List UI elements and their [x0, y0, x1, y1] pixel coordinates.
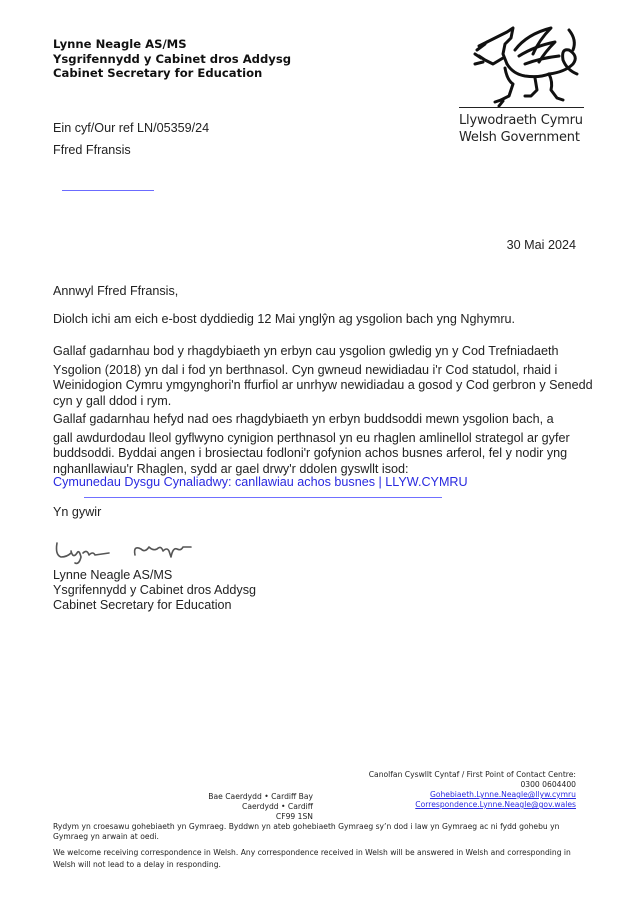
- sender-title-english: Cabinet Secretary for Education: [53, 66, 263, 80]
- salutation: Annwyl Ffred Ffransis,: [53, 284, 179, 298]
- paragraph-thanks: Diolch ichi am eich e-bost dyddiedig 12 Mai ynglŷn ag ysgolion bach yng Nghymru.: [53, 312, 516, 326]
- signatory-name: Lynne Neagle AS/MS: [53, 568, 173, 582]
- recipient-name: Ffred Ffransis: [53, 143, 131, 157]
- paragraph-rural-schools-line1: Gallaf gadarnhau bod y rhagdybiaeth yn erbyn cau ysgolion gwledig yn y Cod Trefniadaeth: [53, 344, 559, 358]
- sender-name: Lynne Neagle AS/MS: [53, 37, 187, 51]
- contact-block: [369, 770, 576, 810]
- sender-block: [53, 37, 291, 81]
- signatory-title-welsh: Ysgrifennydd y Cabinet dros Addysg: [53, 583, 257, 597]
- paragraph-investment-line1: Gallaf gadarnhau hefyd nad oes rhagdybiaeth yn erbyn buddsoddi mewn ysgolion bach, a: [53, 412, 554, 426]
- paragraph-rural-schools-rest: Ysgolion (2018) yn dal i fod yn berthnasol. Cyn gwneud newidiadau i'r Cod statudol, rhaid i Weinidogion Cymru ymgynghori'n ffurfiol ar unrhyw newidiadau a gosod y Cod gerbron y Senedd cyn y gall ddod i rym.: [53, 362, 593, 408]
- paragraph-rural-schools: [53, 344, 613, 409]
- letter-date: 30 Mai 2024: [506, 238, 576, 252]
- postal-address: [208, 792, 313, 822]
- handwritten-signature-icon: [53, 537, 213, 569]
- contact-label: Canolfan Cyswllt Cyntaf / First Point of Contact Centre:: [368, 770, 576, 779]
- logo-english-name: Welsh Government: [459, 130, 580, 145]
- address-line2: Caerdydd • Cardiff: [242, 802, 313, 811]
- contact-phone: 0300 0604400: [520, 780, 576, 789]
- logo-welsh-name: Llywodraeth Cymru: [459, 113, 583, 128]
- signatory-block: [53, 568, 256, 613]
- address-postcode: CF99 1SN: [275, 812, 313, 821]
- paragraph-investment-rest: gall awdurdodau lleol gyflwyno cynigion perthnasol yn eu rhaglen amlinellol strategol ar gyfer buddsoddi. Byddai angen i brosiectau fodloni'r gofynion achos busnes arferol, fel y nodir yng nghanllawiau'r Rhaglen, sydd ar gael drwy'r ddolen gyswllt isod:: [53, 430, 570, 476]
- logo-text: [459, 112, 583, 146]
- english-language-statement: We welcome receiving correspondence in Welsh. Any correspondence received in Welsh will be answered in Welsh and corresponding in Welsh will not lead to a delay in responding.: [53, 848, 571, 869]
- closing: Yn gywir: [53, 505, 102, 519]
- contact-email-english[interactable]: Correspondence.Lynne.Neagle@gov.wales: [415, 800, 576, 809]
- sender-title-welsh: Ysgrifennydd y Cabinet dros Addysg: [53, 51, 292, 66]
- address-line1: Bae Caerdydd • Cardiff Bay: [208, 792, 313, 801]
- paragraph-investment: [53, 412, 613, 477]
- reference-number: Ein cyf/Our ref LN/05359/24: [53, 121, 210, 135]
- guidance-link[interactable]: Cymunedau Dysgu Cynaliadwy: canllawiau achos busnes | LLYW.CYMRU: [53, 475, 468, 489]
- welsh-language-statement: Rydym yn croesawu gohebiaeth yn Gymraeg. Byddwn yn ateb gohebiaeth Gymraeg sy’n dod i law yn Gymraeg ac ni fydd gohebu yn Gymraeg yn arwain at oedi.: [53, 822, 560, 841]
- signatory-title-english: Cabinet Secretary for Education: [53, 598, 232, 612]
- welsh-dragon-icon: [455, 20, 585, 108]
- address-placeholder-line: [62, 190, 154, 191]
- logo-divider: [459, 107, 584, 108]
- contact-email-welsh[interactable]: Gohebiaeth.Lynne.Neagle@llyw.cymru: [429, 790, 576, 799]
- link-underline: [84, 497, 442, 498]
